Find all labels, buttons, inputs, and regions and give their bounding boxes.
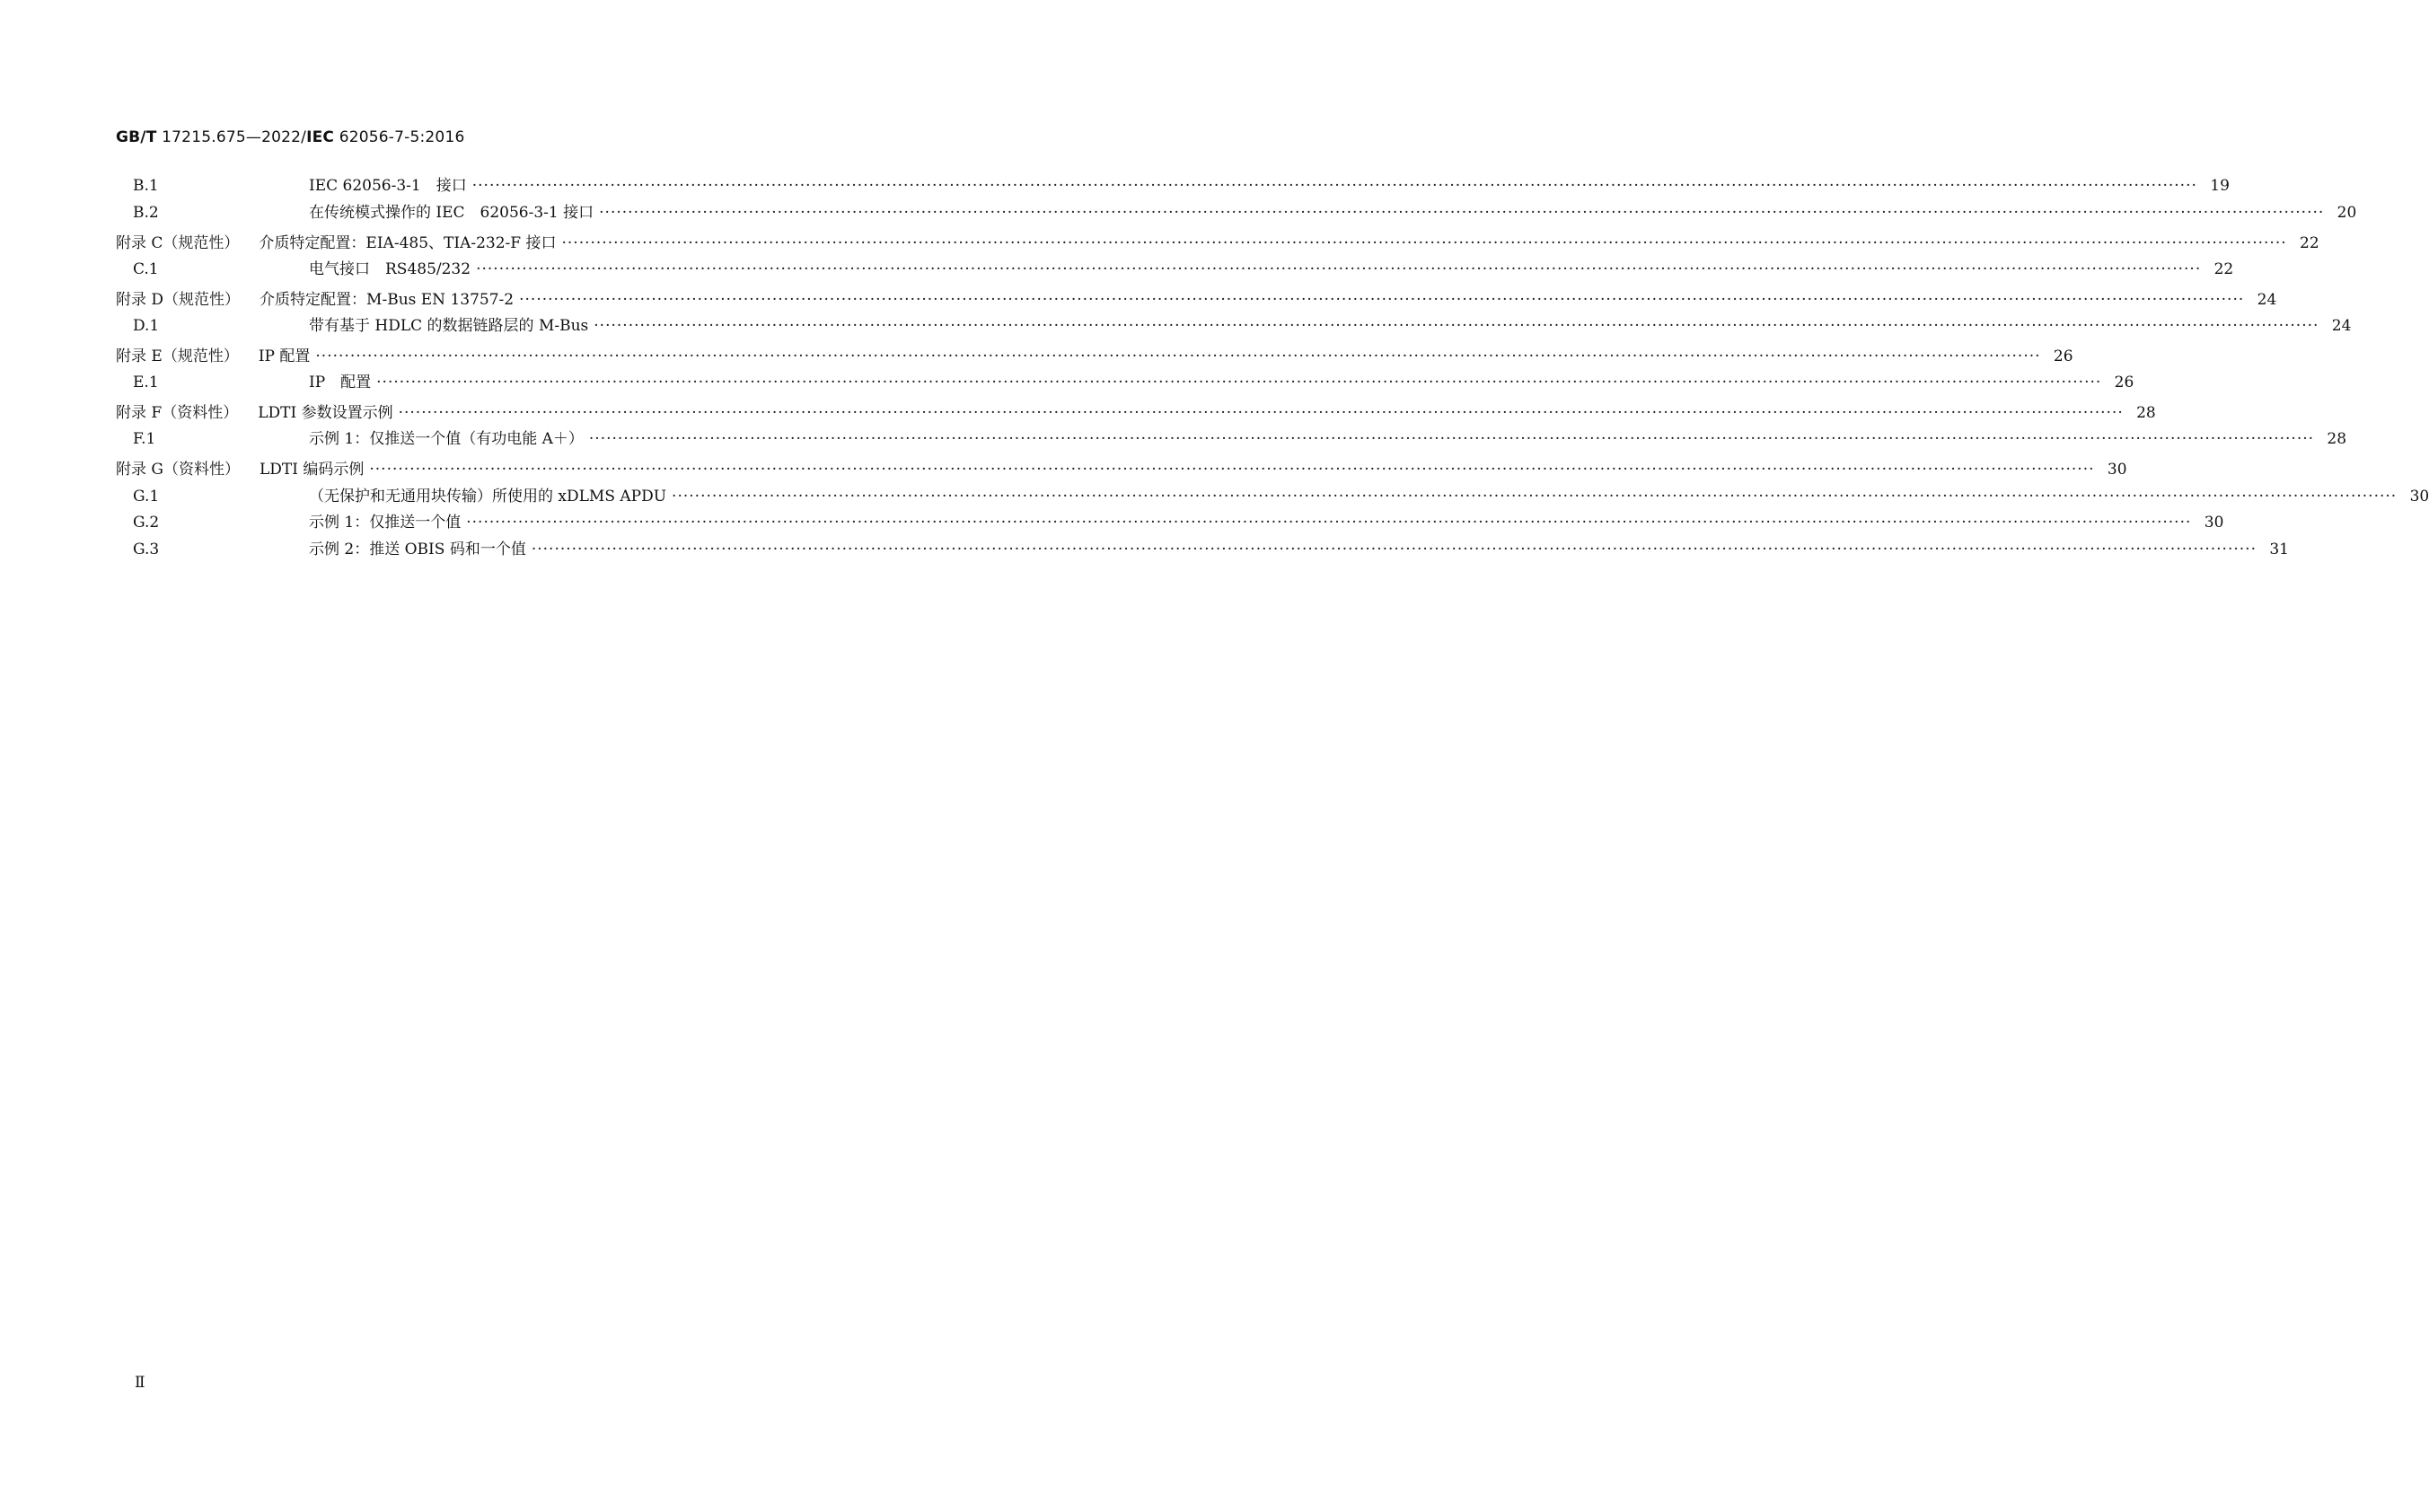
toc-dot-leader: ············································································································································································································································································································ [466,514,2192,532]
toc-entry-title: LDTI 参数设置示例 [258,404,393,422]
toc-entry-page-number: 24 [2257,291,2277,309]
toc-entry[interactable] [0,259,2234,280]
toc-entry-number [0,486,309,507]
toc-entry-number-label: F.1 [133,430,156,448]
toc-entry-number [0,315,309,337]
toc-entry-number-label: B.2 [133,204,159,222]
toc-dot-leader: ············································································································································································································································································································ [561,234,2287,252]
toc-entry-page-number: 19 [2210,177,2230,195]
toc-entry-number-label: G.1 [133,488,160,505]
toc-entry-number: 附录 G（资料性） [116,461,240,479]
standard-code-header [116,128,464,146]
toc-entry[interactable] [0,459,2127,480]
toc-entry-number-label: C.1 [133,260,159,278]
toc-entry-title: 示例 2：推送 OBIS 码和一个值 [309,541,526,558]
toc-entry-page-number: 28 [2327,430,2347,448]
toc-entry-title: IEC 62056-3-1 接口 [309,177,467,195]
toc-entry[interactable] [0,539,2289,560]
toc-entry-title: 介质特定配置：M-Bus EN 13757-2 [260,291,515,309]
header-code-prefix: GB/T [116,128,157,146]
toc-entry-title: 电气接口 RS485/232 [309,260,471,278]
header-iec-prefix: IEC [306,128,335,146]
toc-entry-title: 带有基于 HDLC 的数据链路层的 M-Bus [309,317,589,335]
toc-entry[interactable] [0,289,2277,311]
toc-dot-leader: ············································································································································································································································································································ [476,260,2202,278]
toc-entry-number-label: G.2 [133,514,160,532]
toc-entry-title: （无保护和无通用块传输）所使用的 xDLMS APDU [309,488,667,505]
toc-entry-title: 介质特定配置：EIA-485、TIA-232-F 接口 [259,234,557,252]
toc-entry-number: 附录 D（规范性） [116,291,241,309]
toc-entry[interactable] [0,402,2156,424]
toc-entry[interactable] [0,202,2357,224]
toc-entry-page-number: 26 [2053,347,2073,365]
toc-dot-leader: ············································································································································································································································································································ [315,347,2041,365]
toc-entry-title: LDTI 编码示例 [259,461,365,479]
toc-entry-number-label: E.1 [133,374,159,391]
toc-entry-number [0,539,309,560]
toc-dot-leader: ············································································································································································································································································································ [519,291,2245,309]
toc-entry-number-label: B.1 [133,177,159,195]
toc-dot-leader: ············································································································································································································································································································ [672,488,2398,505]
header-code-number: 17215.675—2022/ [162,128,307,146]
toc-entry-page-number: 30 [2409,488,2429,505]
header-iec-number: 62056-7-5:2016 [339,128,465,146]
toc-dot-leader: ············································································································································································································································································································ [594,317,2319,335]
toc-entry-page-number: 20 [2337,204,2357,222]
toc-entry-page-number: 24 [2331,317,2352,335]
toc-entry-number-label: G.3 [133,541,160,558]
toc-entry-page-number: 31 [2269,541,2289,558]
toc-entry-page-number: 26 [2114,374,2134,391]
toc-dot-leader: ············································································································································································································································································································ [376,374,2102,391]
toc-entry[interactable] [0,346,2073,367]
toc-entry[interactable] [0,233,2319,254]
toc-entry-page-number: 28 [2136,404,2156,422]
toc-entry-number-label: D.1 [133,317,160,335]
toc-entry-number: 附录 C（规范性） [116,234,240,252]
toc-entry-title: IP 配置 [258,347,311,365]
toc-dot-leader: ············································································································································································································································································································ [398,404,2124,422]
toc-entry-number [0,512,309,533]
toc-entry-page-number: 30 [2107,461,2127,479]
toc-entry-page-number: 22 [2300,234,2319,252]
toc-entry-title: 在传统模式操作的 IEC 62056-3-1 接口 [309,204,594,222]
toc-entry-number: 附录 F（资料性） [116,404,239,422]
toc-entry[interactable] [0,175,2230,197]
toc-entry-number [0,259,309,280]
toc-entry-number [0,428,309,450]
toc-entry-page-number: 22 [2213,260,2234,278]
toc-entry-title: 示例 1：仅推送一个值（有功电能 A＋） [309,430,584,448]
toc-entry-number [0,372,309,393]
toc-entry-title: IP 配置 [309,374,372,391]
toc-dot-leader: ············································································································································································································································································································ [531,541,2257,558]
toc-entry-number: 附录 E（规范性） [116,347,239,365]
toc-dot-leader: ············································································································································································································································································································ [588,430,2315,448]
toc-entry[interactable] [0,372,2134,393]
toc-entry-page-number: 30 [2204,514,2224,532]
toc-entry[interactable] [0,315,2352,337]
toc-dot-leader: ············································································································································································································································································································ [471,177,2197,195]
toc-entry[interactable] [0,428,2347,450]
toc-dot-leader: ············································································································································································································································································································ [599,204,2325,222]
page-number: Ⅱ [135,1374,145,1392]
toc-entry[interactable] [0,512,2224,533]
toc-dot-leader: ············································································································································································································································································································ [369,461,2095,479]
toc-entry[interactable] [0,486,2429,507]
toc-entry-number [0,202,309,224]
toc-entry-number [0,175,309,197]
toc-entry-title: 示例 1：仅推送一个值 [309,514,462,532]
